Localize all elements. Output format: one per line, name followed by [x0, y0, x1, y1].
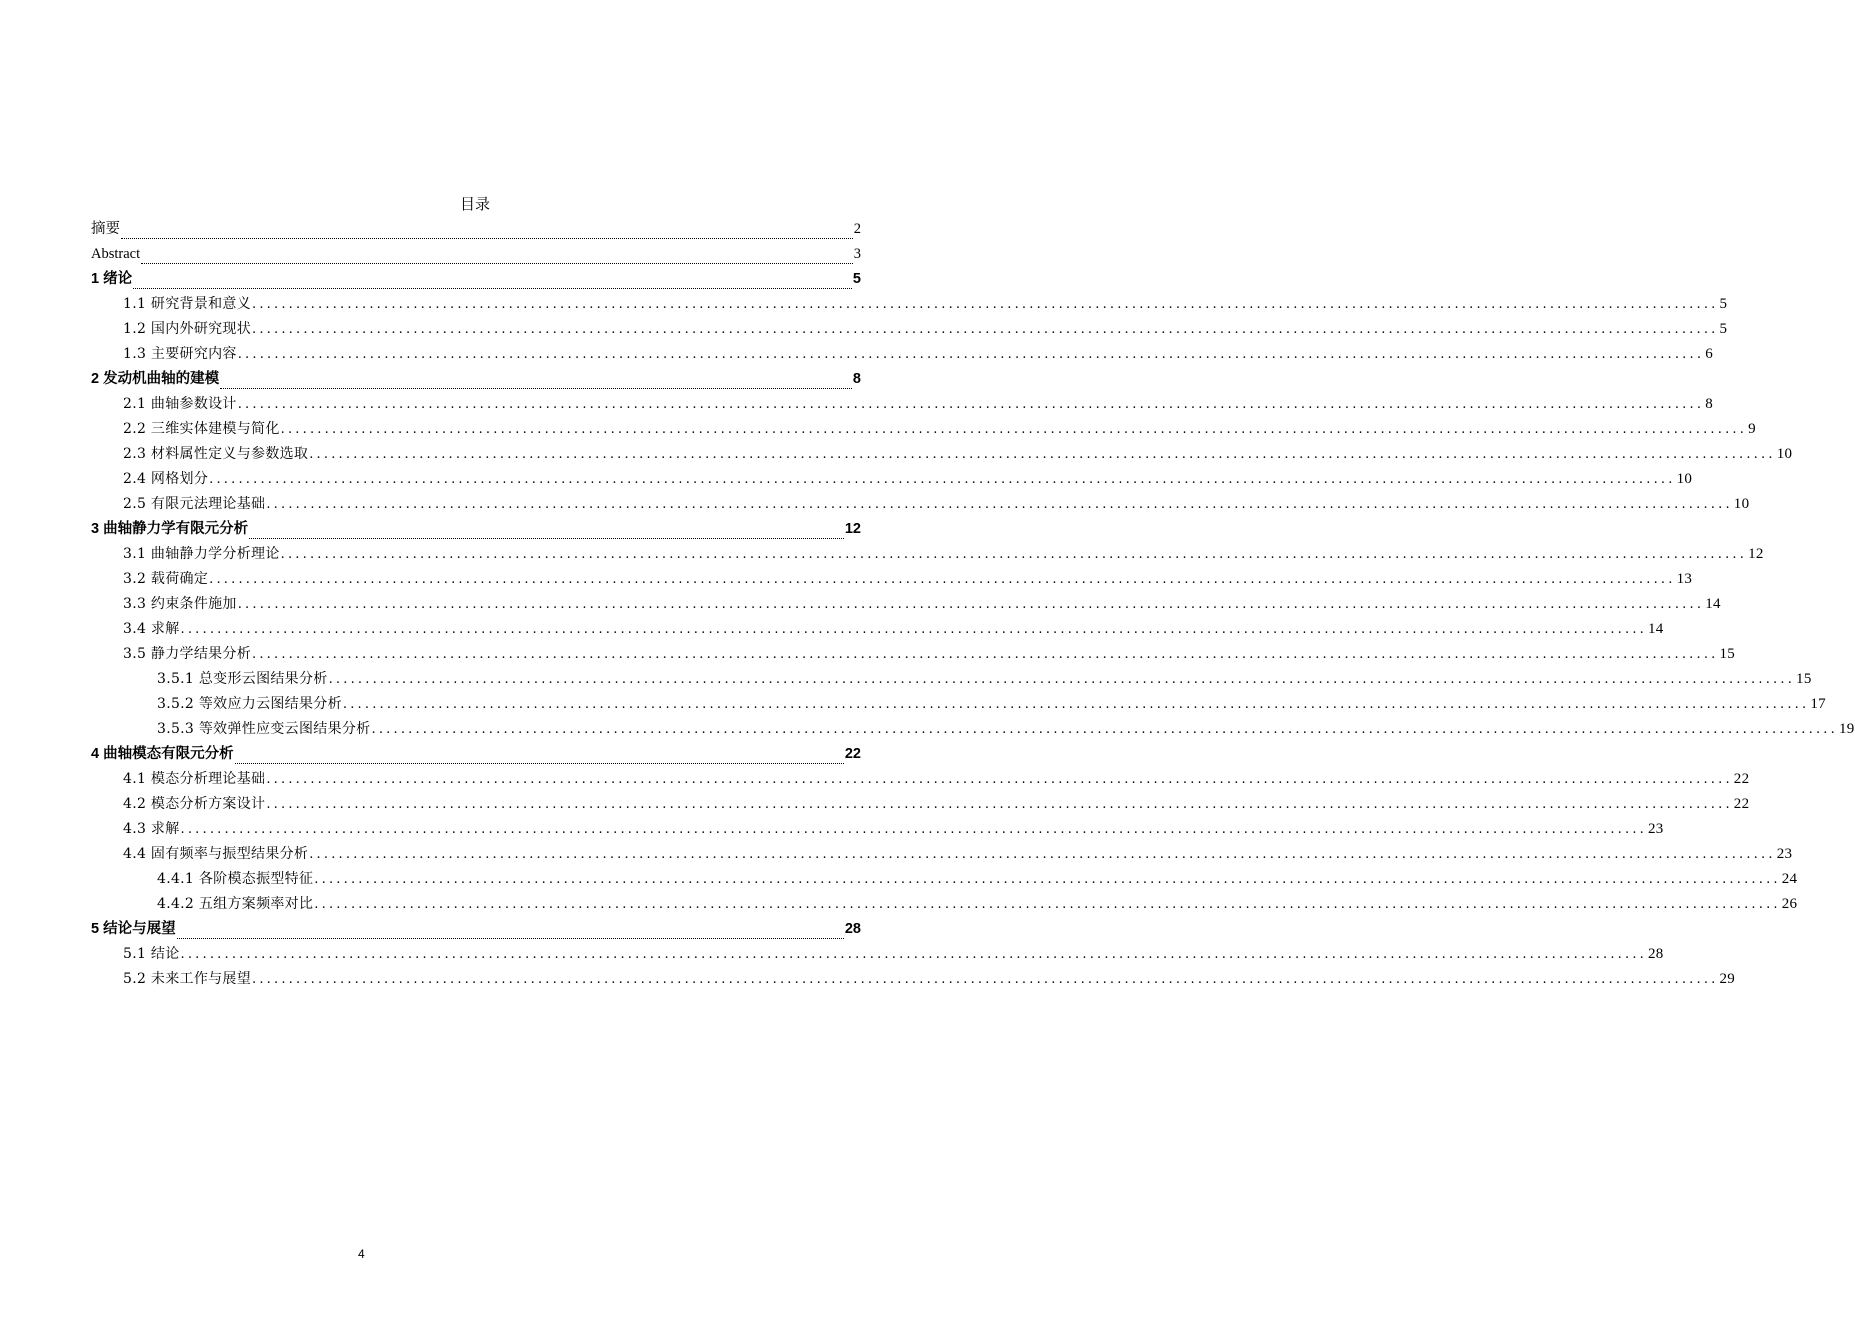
- toc-entry[interactable]: [91, 567, 1693, 592]
- toc-entry[interactable]: [91, 217, 861, 242]
- toc-leader-dots: ........................................................................................................................................................................................................: [280, 422, 1748, 437]
- toc-entry[interactable]: [91, 867, 1798, 892]
- toc-leader-dots: ........................................................................................................................................................................................................: [180, 822, 1647, 837]
- toc-leader-dots: [121, 224, 853, 239]
- toc-entry-page: 23: [1776, 846, 1793, 862]
- toc-leader-dots: [177, 924, 844, 939]
- toc-entry-label: 4.4 固有频率与振型结果分析: [123, 846, 309, 862]
- toc-entry-label: 1.3 主要研究内容: [123, 346, 237, 362]
- toc-leader-dots: ........................................................................................................................................................................................................: [266, 772, 1733, 787]
- toc-entry[interactable]: [91, 592, 1721, 617]
- toc-entry-page: 14: [1705, 596, 1721, 612]
- toc-leader-dots: ........................................................................................................................................................................................................: [237, 397, 1705, 412]
- toc-entry-label: 3 曲轴静力学有限元分析: [91, 521, 249, 537]
- toc-leader-dots: ........................................................................................................................................................................................................: [180, 622, 1647, 637]
- toc-entry-label: 3.2 载荷确定: [123, 571, 209, 587]
- toc-entry-label: 4.2 模态分析方案设计: [123, 796, 266, 812]
- toc-entry[interactable]: [91, 467, 1693, 492]
- toc-leader-dots: ........................................................................................................................................................................................................: [252, 647, 1719, 662]
- toc-entry-page: 10: [1776, 446, 1793, 462]
- toc-leader-dots: ........................................................................................................................................................................................................: [252, 322, 1719, 337]
- toc-entry-page: 13: [1676, 571, 1693, 587]
- toc-entry-page: 26: [1781, 896, 1798, 912]
- toc-leader-dots: [141, 249, 853, 264]
- toc-entry-label: 5 结论与展望: [91, 921, 176, 937]
- toc-leader-dots: ........................................................................................................................................................................................................: [209, 472, 1676, 487]
- toc-entry-page: 2: [853, 221, 861, 237]
- toc-entry-page: 19: [1838, 721, 1855, 737]
- toc-entry-label: 5.2 未来工作与展望: [123, 971, 252, 987]
- toc-entry[interactable]: [91, 492, 1750, 517]
- toc-entry[interactable]: [91, 742, 861, 767]
- toc-entry-label: 5.1 结论: [123, 946, 180, 962]
- page-number: 4: [358, 1247, 365, 1261]
- toc-entry-page: 15: [1719, 646, 1736, 662]
- toc-entry[interactable]: [91, 292, 1728, 317]
- toc-entry-page: 10: [1733, 496, 1750, 512]
- toc-entry-page: 23: [1647, 821, 1664, 837]
- toc-entry[interactable]: [91, 717, 1855, 742]
- toc-entry-label: 3.5 静力学结果分析: [123, 646, 252, 662]
- toc-entry-label: 1.1 研究背景和意义: [123, 296, 252, 312]
- toc-entry[interactable]: [91, 917, 861, 942]
- toc-entry[interactable]: [91, 542, 1764, 567]
- toc-entry-label: 2.5 有限元法理论基础: [123, 496, 266, 512]
- toc-entry[interactable]: [91, 892, 1798, 917]
- toc-leader-dots: ........................................................................................................................................................................................................: [209, 572, 1676, 587]
- toc-entry-label: 3.5.3 等效弹性应变云图结果分析: [157, 721, 371, 737]
- toc-leader-dots: ........................................................................................................................................................................................................: [314, 897, 1781, 912]
- toc-entry-label: 3.1 曲轴静力学分析理论: [123, 546, 280, 562]
- toc-entry[interactable]: [91, 242, 861, 267]
- toc-entry-label: 3.3 约束条件施加: [123, 596, 237, 612]
- toc-entry-page: 22: [844, 746, 861, 762]
- toc-entry-page: 22: [1733, 796, 1750, 812]
- toc-leader-dots: ........................................................................................................................................................................................................: [252, 297, 1719, 312]
- toc-entry-page: 24: [1781, 871, 1798, 887]
- toc-entry-page: 12: [844, 521, 861, 537]
- toc-leader-dots: ........................................................................................................................................................................................................: [309, 447, 1776, 462]
- toc-entry-label: 4.4.1 各阶模态振型特征: [157, 871, 314, 887]
- toc-entry[interactable]: [91, 967, 1736, 992]
- toc-entry[interactable]: [91, 792, 1750, 817]
- toc-entry-label: 2 发动机曲轴的建模: [91, 371, 220, 387]
- toc-leader-dots: [249, 524, 844, 539]
- toc-entry-page: 3: [853, 246, 861, 262]
- toc-entry-label: 2.4 网格划分: [123, 471, 209, 487]
- toc-leader-dots: ........................................................................................................................................................................................................: [280, 547, 1748, 562]
- toc-entry[interactable]: [91, 267, 861, 292]
- toc-entry-label: 摘要: [91, 221, 120, 237]
- toc-entry[interactable]: [91, 317, 1728, 342]
- toc-leader-dots: ........................................................................................................................................................................................................: [342, 697, 1810, 712]
- toc-entry-page: 8: [1705, 396, 1713, 412]
- toc-entry-label: 4.3 求解: [123, 821, 180, 837]
- toc-entry[interactable]: [91, 692, 1826, 717]
- toc-entry-page: 28: [844, 921, 861, 937]
- toc-entry[interactable]: [91, 642, 1736, 667]
- toc-entry-page: 8: [852, 371, 861, 387]
- toc-leader-dots: ........................................................................................................................................................................................................: [237, 347, 1705, 362]
- toc-entry-page: 28: [1647, 946, 1664, 962]
- toc-entry-page: 5: [1719, 321, 1728, 337]
- toc-entry-label: 3.4 求解: [123, 621, 180, 637]
- toc-leader-dots: ........................................................................................................................................................................................................: [237, 597, 1705, 612]
- toc-entry-label: 4 曲轴模态有限元分析: [91, 746, 234, 762]
- toc-entry[interactable]: [91, 817, 1664, 842]
- toc-entry[interactable]: [91, 617, 1664, 642]
- toc-entry[interactable]: [91, 417, 1756, 442]
- toc-entry[interactable]: [91, 367, 861, 392]
- toc-entry-page: 9: [1748, 421, 1756, 437]
- toc-leader-dots: ........................................................................................................................................................................................................: [252, 972, 1719, 987]
- toc-title: 目录: [459, 195, 490, 213]
- toc-entry[interactable]: [91, 942, 1664, 967]
- toc-leader-dots: ........................................................................................................................................................................................................: [328, 672, 1796, 687]
- toc-leader-dots: ........................................................................................................................................................................................................: [371, 722, 1838, 737]
- toc-leader-dots: ........................................................................................................................................................................................................: [180, 947, 1647, 962]
- toc-entry-label: 4.1 模态分析理论基础: [123, 771, 266, 787]
- toc-entry-page: 5: [1719, 296, 1728, 312]
- toc-entry-label: 2.3 材料属性定义与参数选取: [123, 446, 309, 462]
- toc-entry[interactable]: [91, 667, 1812, 692]
- toc-entry-page: 10: [1676, 471, 1693, 487]
- toc-leader-dots: [220, 374, 852, 389]
- toc-entry-label: 1.2 国内外研究现状: [123, 321, 252, 337]
- toc-entry-label: Abstract: [91, 246, 141, 262]
- toc-entry-page: 14: [1647, 621, 1664, 637]
- toc-entry[interactable]: [91, 842, 1793, 867]
- table-of-contents: [91, 217, 1855, 992]
- toc-entry-page: 29: [1719, 971, 1736, 987]
- toc-leader-dots: ........................................................................................................................................................................................................: [266, 797, 1733, 812]
- toc-entry-label: 4.4.2 五组方案频率对比: [157, 896, 314, 912]
- toc-entry[interactable]: [91, 517, 861, 542]
- toc-entry-label: 1 绪论: [91, 271, 133, 287]
- toc-entry-page: 5: [852, 271, 861, 287]
- toc-leader-dots: [235, 749, 844, 764]
- toc-entry[interactable]: [91, 342, 1713, 367]
- toc-leader-dots: [133, 274, 852, 289]
- toc-leader-dots: ........................................................................................................................................................................................................: [309, 847, 1776, 862]
- toc-entry-label: 2.2 三维实体建模与简化: [123, 421, 280, 437]
- toc-entry-label: 3.5.2 等效应力云图结果分析: [157, 696, 342, 712]
- toc-entry-page: 6: [1705, 346, 1713, 362]
- toc-entry[interactable]: [91, 392, 1713, 417]
- toc-leader-dots: ........................................................................................................................................................................................................: [314, 872, 1781, 887]
- toc-entry-page: 12: [1748, 546, 1764, 562]
- toc-entry[interactable]: [91, 767, 1750, 792]
- toc-entry-page: 15: [1796, 671, 1812, 687]
- toc-entry-label: 2.1 曲轴参数设计: [123, 396, 237, 412]
- toc-entry[interactable]: [91, 442, 1793, 467]
- toc-entry-label: 3.5.1 总变形云图结果分析: [157, 671, 328, 687]
- toc-entry-page: 22: [1733, 771, 1750, 787]
- toc-entry-page: 17: [1810, 696, 1826, 712]
- toc-leader-dots: ........................................................................................................................................................................................................: [266, 497, 1733, 512]
